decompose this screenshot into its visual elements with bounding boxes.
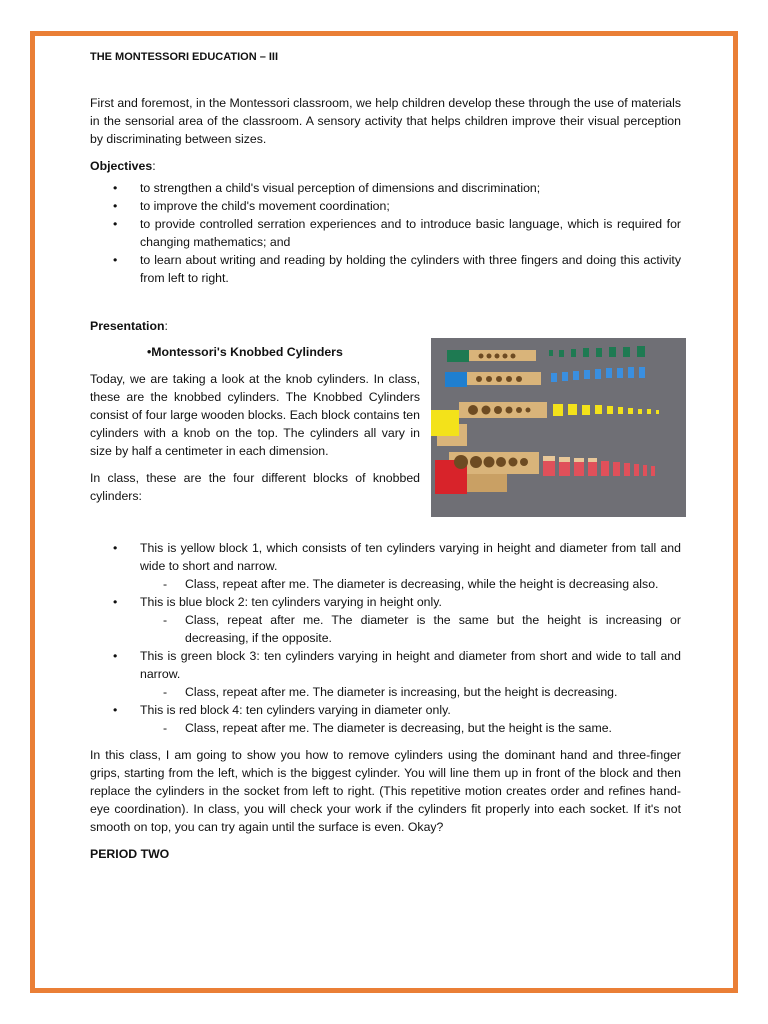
document-title: THE MONTESSORI EDUCATION – III: [90, 51, 279, 63]
block-item-green: • This is green block 3: ten cylinders varying in height and diameter from short and wide to tall and narrow. - Class, repeat after me. The diameter is increasing, but the height is decreasing.: [90, 647, 681, 701]
block-repeat-line: - Class, repeat after me. The diameter is decreasing, but the height is the same.: [140, 719, 681, 737]
block-repeat-line: - Class, repeat after me. The diameter is decreasing, while the height is decreasing also.: [140, 575, 681, 593]
block-repeat-line: - Class, repeat after me. The diameter is increasing, but the height is decreasing.: [140, 683, 681, 701]
presentation-section: [90, 343, 681, 533]
blocks-list: [90, 539, 681, 737]
knobbed-cylinders-subheading: •Montessori's Knobbed Cylinders: [147, 345, 343, 359]
objective-item: • to strengthen a child's visual perception of dimensions and discrimination;: [90, 179, 681, 197]
block-item-yellow: • This is yellow block 1, which consists of ten cylinders varying in height and diameter from tall and wide to short and narrow. - Class, repeat after me. The diameter is decreasing, while the height is decreasing also.: [90, 539, 681, 593]
closing-paragraph: In this class, I am going to show you how to remove cylinders using the dominant hand and three-finger grips, starting from the left, which is the biggest cylinder. You will line them up in front of the block and then replace the cylinders in the socket from left to right. (This repetitive motion creates order and refines hand-eye coordination). In class, you will check your work if the cylinders fit properly into each socket. If it's not smooth on top, you can try again until the surface is even. Okay?: [90, 748, 681, 834]
presentation-heading: Presentation:: [90, 319, 168, 333]
document-content: [90, 50, 681, 863]
objective-item: • to improve the child's movement coordination;: [90, 197, 681, 215]
period-two-heading: PERIOD TWO: [90, 847, 170, 861]
blocks-intro-paragraph: In class, these are the four different blocks of knobbed cylinders:: [90, 471, 420, 503]
presentation-paragraph: Today, we are taking a look at the knob cylinders. In class, these are the knobbed cylinders. The Knobbed Cylinders consist of four large wooden blocks. Each block contains ten cylinders with a knob on the top. The cylinders all vary in size by half a centimeter in each dimension.: [90, 372, 420, 458]
block-item-blue: • This is blue block 2: ten cylinders varying in height only. - Class, repeat after me. The diameter is the same but the height is increasing or decreasing, if the opposite.: [90, 593, 681, 647]
objective-item: • to provide controlled serration experiences and to introduce basic language, which is required for changing mathematics; and: [90, 215, 681, 251]
objectives-list: [90, 179, 681, 287]
objective-item: • to learn about writing and reading by holding the cylinders with three fingers and doing this activity from left to right.: [90, 251, 681, 287]
page-border: [30, 31, 738, 993]
block-repeat-line: - Class, repeat after me. The diameter is the same but the height is increasing or decreasing, if the opposite.: [140, 611, 681, 647]
block-item-red: • This is red block 4: ten cylinders varying in diameter only. - Class, repeat after me. The diameter is decreasing, but the height is the same.: [90, 701, 681, 737]
objectives-heading: Objectives:: [90, 159, 156, 173]
intro-paragraph: First and foremost, in the Montessori classroom, we help children develop these through the use of materials in the sensorial area of the classroom. A sensory activity that helps children improve their visual perception by discriminating between sizes.: [90, 96, 681, 146]
knobbed-cylinders-photo: [431, 338, 686, 517]
presentation-text: [90, 343, 420, 505]
